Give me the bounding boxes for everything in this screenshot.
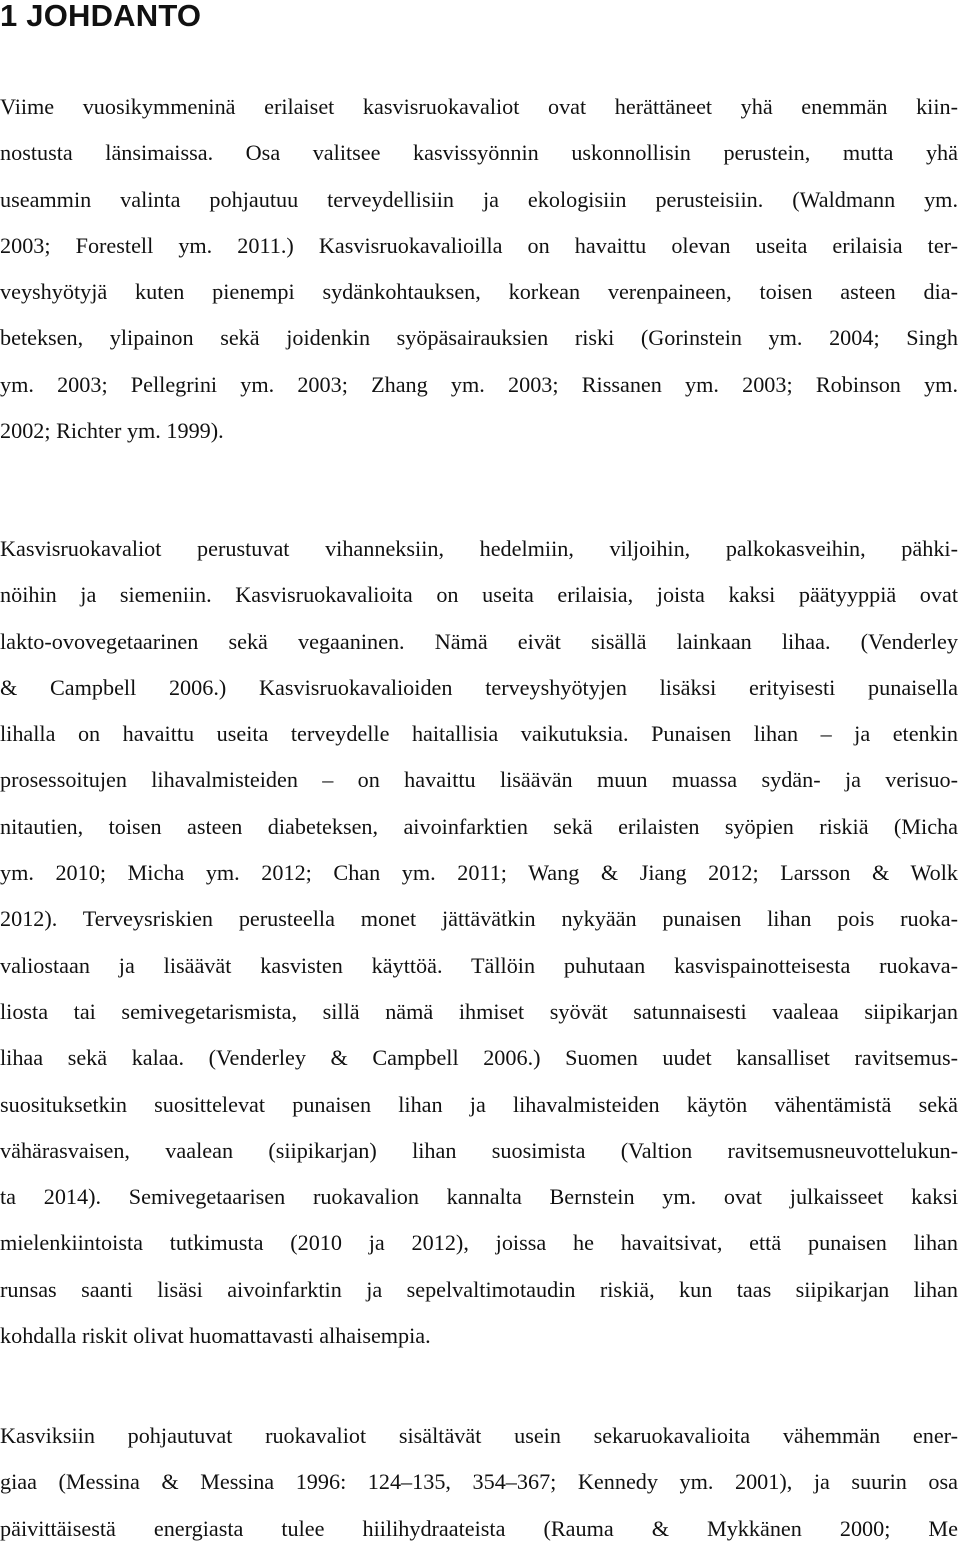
text-line: lakto-ovovegetaarinen sekä vegaaninen. Nämä eivät sisällä lainkaan lihaa. (Venderley: [0, 628, 958, 654]
text-line: nöihin ja siemeniin. Kasvisruokavalioita on useita erilaisia, joista kaksi päätyyppiä ovat: [0, 582, 958, 608]
text-line: 2003; Forestell ym. 2011.) Kasvisruokavalioilla on havaittu olevan useita erilaisia ter-: [0, 232, 958, 258]
text-line: vähärasvaisen, vaalean (siipikarjan) lihan suosimista (Valtion ravitsemusneuvottelukun-: [0, 1137, 958, 1163]
text-line: liosta tai semivegetarismista, sillä nämä ihmiset syövät satunnaisesti vaaleaa siipikarjan: [0, 998, 958, 1024]
text-line: useammin valinta pohjautuu terveydellisiin ja ekologisiin perusteisiin. (Waldmann ym.: [0, 186, 958, 212]
text-line: Viime vuosikymmeninä erilaiset kasvisruokavaliot ovat herättäneet yhä enemmän kiin-: [0, 94, 958, 119]
text-line: beteksen, ylipainon sekä joidenkin syöpäsairauksien riski (Gorinstein ym. 2004; Singh: [0, 325, 958, 351]
text-line: runsas saanti lisäsi aivoinfarktin ja sepelvaltimotaudin riskiä, kun taas siipikarjan lihan: [0, 1276, 958, 1302]
text-line: ym. 2003; Pellegrini ym. 2003; Zhang ym. 2003; Rissanen ym. 2003; Robinson ym.: [0, 371, 958, 397]
text-line: valiostaan ja lisäävät kasvisten käyttöä. Tällöin puhutaan kasvispainotteisesta ruokava-: [0, 952, 958, 978]
text-line: ym. 2010; Micha ym. 2012; Chan ym. 2011; Wang & Jiang 2012; Larsson & Wolk: [0, 860, 958, 886]
text-line: ta 2014). Semivegetaarisen ruokavalion kannalta Bernstein ym. ovat julkaisseet kaksi: [0, 1184, 958, 1210]
text-line: Kasviksiin pohjautuvat ruokavaliot sisältävät usein sekaruokavalioita vähemmän ener-: [0, 1423, 958, 1448]
paragraph-1: [0, 84, 958, 454]
text-line: lihalla on havaittu useita terveydelle haitallisia vaikutuksia. Punaisen lihan – ja etenkin: [0, 721, 958, 747]
text-line: Kasvisruokavaliot perustuvat vihanneksiin, hedelmiin, viljoihin, palkokasveihin, pähki-: [0, 536, 958, 561]
text-line: prosessoitujen lihavalmisteiden – on havaittu lisäävän muun muassa sydän- ja verisuo-: [0, 767, 958, 793]
text-line: 2012). Terveysriskien perusteella monet jättävätkin nykyään punaisen lihan pois ruoka-: [0, 906, 958, 932]
chapter-heading: 1 JOHDANTO: [0, 0, 202, 33]
text-line: suosituksetkin suosittelevat punaisen lihan ja lihavalmisteiden käytön vähentämistä sekä: [0, 1091, 958, 1117]
paragraph-3: [0, 1413, 958, 1552]
text-line: 2002; Richter ym. 1999).: [0, 418, 224, 444]
text-line: nostusta länsimaissa. Osa valitsee kasvissyönnin uskonnollisin perustein, mutta yhä: [0, 140, 958, 166]
text-line: veyshyötyjä kuten pienempi sydänkohtauksen, korkean verenpaineen, toisen asteen dia-: [0, 279, 958, 305]
text-line: nitautien, toisen asteen diabeteksen, aivoinfarktien sekä erilaisten syöpien riskiä (Micha: [0, 813, 958, 839]
text-line: giaa (Messina & Messina 1996: 124–135, 354–367; Kennedy ym. 2001), ja suurin osa: [0, 1469, 958, 1495]
text-line: lihaa sekä kalaa. (Venderley & Campbell 2006.) Suomen uudet kansalliset ravitsemus-: [0, 1045, 958, 1071]
text-line: päivittäisestä energiasta tulee hiilihydraateista (Rauma & Mykkänen 2000; Me: [0, 1515, 958, 1541]
text-line: mielenkiintoista tutkimusta (2010 ja 2012), joissa he havaitsivat, että punaisen lihan: [0, 1230, 958, 1256]
paragraph-2: [0, 526, 958, 1359]
text-line: kohdalla riskit olivat huomattavasti alhaisempia.: [0, 1323, 431, 1349]
text-line: & Campbell 2006.) Kasvisruokavalioiden terveyshyötyjen lisäksi erityisesti punaisella: [0, 674, 958, 700]
